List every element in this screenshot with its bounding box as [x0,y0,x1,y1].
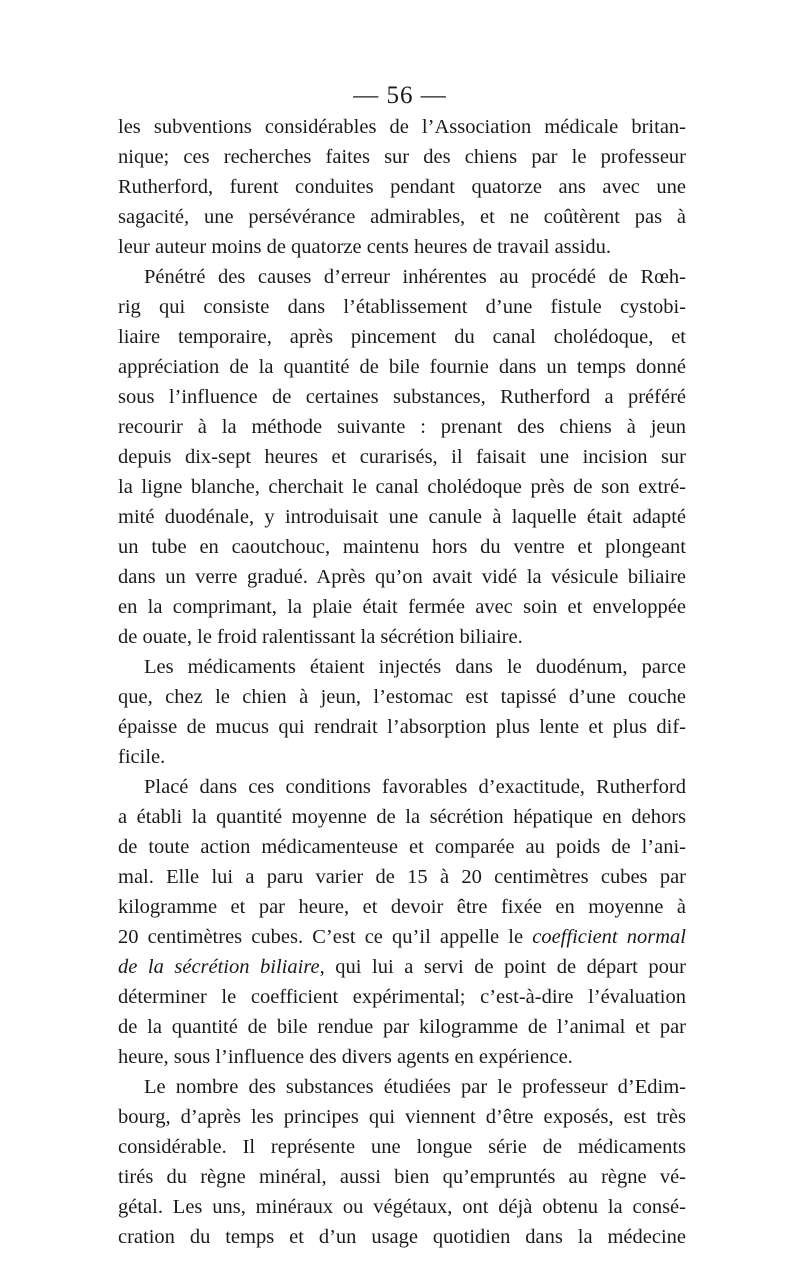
text-line: en la comprimant, la plaie était fermée avec soin et enveloppée [118,596,686,618]
text-line: sous l’influence de certaines substances, Rutherford a préféré [118,386,686,408]
text-line: cration du temps et d’un usage quotidien dans la médecine [118,1226,686,1248]
text-line-with-italic [118,952,686,982]
text-line: de ouate, le froid ralentissant la sécrétion biliaire. [118,626,523,648]
text-line: heure, sous l’influence des divers agents en expérience. [118,1046,573,1068]
text-line: rig qui consiste dans l’établissement d’une fistule cystobi- [118,296,686,318]
text-line: Les médicaments étaient injectés dans le duodénum, parce [144,656,686,678]
text-line: sagacité, une persévérance admirables, et ne coûtèrent pas à [118,206,686,228]
text-line: Pénétré des causes d’erreur inhérentes au procédé de Rœh- [144,266,686,288]
text-line: ficile. [118,746,166,768]
text-line: a établi la quantité moyenne de la sécrétion hépatique en dehors [118,806,686,828]
text-line: Le nombre des substances étudiées par le professeur d’Edim- [144,1076,686,1098]
text-line: tirés du règne minéral, aussi bien qu’empruntés au règne vé- [118,1166,686,1188]
text-line: kilogramme et par heure, et devoir être fixée en moyenne à [118,896,686,918]
text-line-with-italic [118,922,686,952]
text-line: liaire temporaire, après pincement du canal cholédoque, et [118,326,686,348]
text-line: dans un verre gradué. Après qu’on avait vidé la vésicule biliaire [118,566,686,588]
text-line: mal. Elle lui a paru varier de 15 à 20 centimètres cubes par [118,866,686,888]
text-line: considérable. Il représente une longue série de médicaments [118,1136,686,1158]
text-line: leur auteur moins de quatorze cents heures de travail assidu. [118,236,611,258]
text-line: Placé dans ces conditions favorables d’exactitude, Rutherford [144,776,686,798]
text-line: de toute action médicamenteuse et comparée au poids de l’ani- [118,836,686,858]
text-line: de la quantité de bile rendue par kilogramme de l’animal et par [118,1016,686,1038]
text-line: gétal. Les uns, minéraux ou végétaux, ont déjà obtenu la consé- [118,1196,686,1218]
text-line: les subventions considérables de l’Association médicale britan- [118,116,686,138]
text-line: un tube en caoutchouc, maintenu hors du ventre et plongeant [118,536,686,558]
text-line: bourg, d’après les principes qui viennent d’être exposés, est très [118,1106,686,1128]
body-text [118,112,686,1252]
text-line: appréciation de la quantité de bile fournie dans un temps donné [118,356,686,378]
italic-term: de la sécrétion biliaire [118,956,320,978]
text-line: épaisse de mucus qui rendrait l’absorption plus lente et plus dif- [118,716,686,738]
page-number: — 56 — [353,82,447,109]
text-line: depuis dix-sept heures et curarisés, il faisait une incision sur [118,446,686,468]
text-line: que, chez le chien à jeun, l’estomac est tapissé d’une couche [118,686,686,708]
italic-term: coefficient normal [532,926,686,948]
text-line: nique; ces recherches faites sur des chiens par le professeur [118,146,686,168]
text-line: recourir à la méthode suivante : prenant des chiens à jeun [118,416,686,438]
text-line: Rutherford, furent conduites pendant quatorze ans avec une [118,176,686,198]
text-line: déterminer le coefficient expérimental; c’est-à-dire l’évaluation [118,986,686,1008]
text-line: la ligne blanche, cherchait le canal cholédoque près de son extré- [118,476,686,498]
text-run: 20 centimètres cubes. C’est ce qu’il appelle le [118,926,533,948]
text-run: , qui lui a servi de point de départ pour [319,956,686,978]
text-line: mité duodénale, y introduisait une canule à laquelle était adapté [118,506,686,528]
